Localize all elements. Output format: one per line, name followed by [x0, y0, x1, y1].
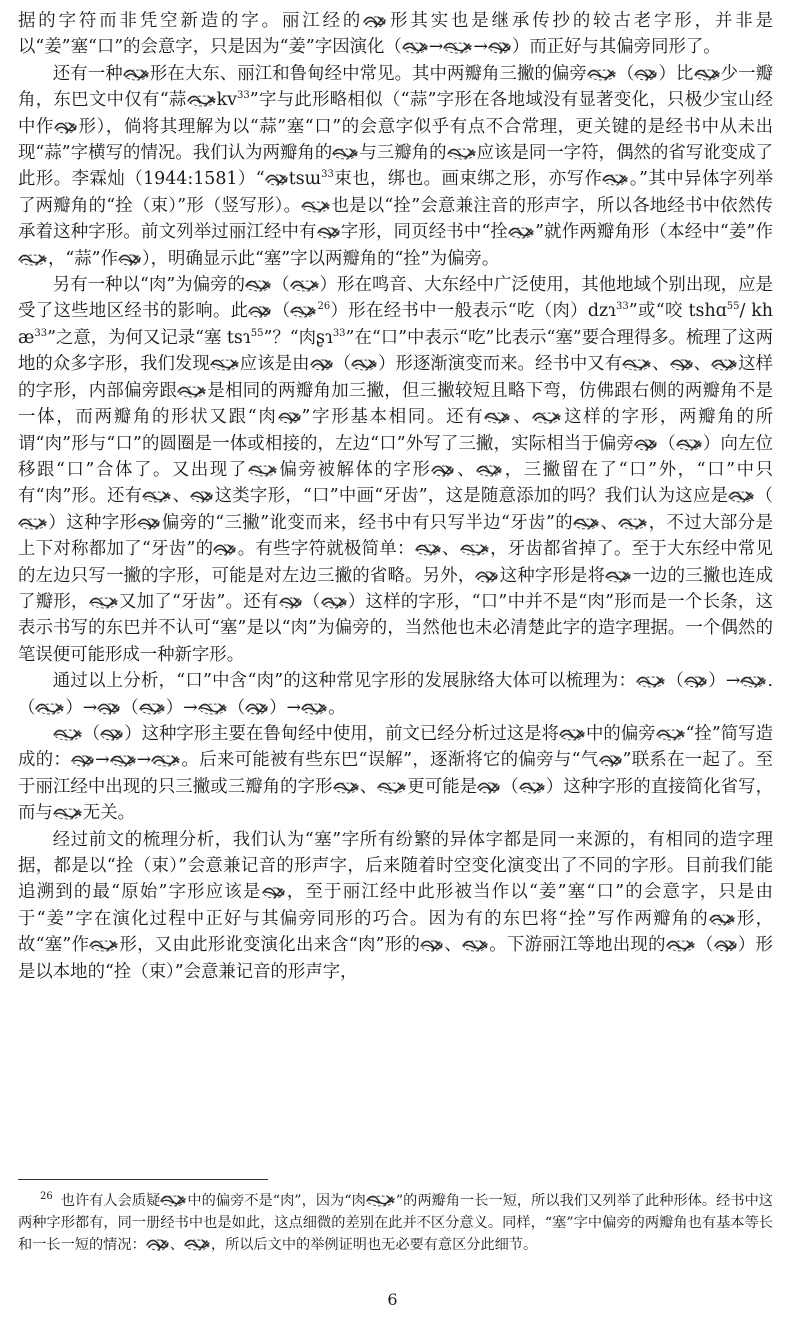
text-run: 中的偏旁不是“肉”，因为“肉 [187, 1193, 366, 1209]
dongba-glyph-icon [332, 146, 359, 161]
dongba-glyph-icon [366, 1193, 396, 1208]
text-run: ”或“咬 tshɑ [628, 301, 727, 322]
dongba-glyph-icon [245, 701, 269, 716]
dongba-glyph-icon [420, 938, 444, 953]
text-run: ”在“口”中表示“吃”比表示“塞”要合理得多。梳理了这两地的众多字形，我们发现 [18, 327, 773, 375]
text-run: ）形在经书中一般表示“吃（肉）dzɿ [330, 301, 617, 322]
dongba-glyph-icon [709, 912, 736, 927]
dongba-glyph-icon [475, 569, 499, 584]
text-run: 与三瓣角的 [359, 143, 447, 164]
text-run: 这样的字形，内部偏旁跟 [18, 354, 773, 401]
text-run: ）→ [269, 697, 302, 718]
text-run: ）形在鸣音、大东经中广泛使用，其他地域个别出现，应是受了这些地区经书的影响。此 [18, 275, 773, 322]
dongba-glyph-icon [137, 516, 161, 531]
paragraph-p4 [18, 668, 773, 721]
text-run: 还有一种 [52, 63, 123, 84]
dongba-glyph-icon [310, 357, 334, 372]
tone-superscript: 33 [616, 301, 629, 313]
text-run: 、 [652, 354, 670, 375]
dongba-glyph-icon [740, 674, 767, 689]
text-run: ），明确显示此“塞”字以两瓣角的“拴”为偏旁。 [141, 248, 500, 269]
dongba-glyph-icon [477, 780, 501, 795]
text-run: tsɯ [288, 169, 322, 190]
dongba-glyph-icon [573, 516, 600, 531]
text-run: （ [333, 354, 352, 375]
text-run: 一边的三撇也连成了瓣形， [18, 565, 773, 612]
text-run: 偏旁被解体的字形 [277, 459, 432, 480]
dongba-glyph-icon [559, 727, 586, 742]
text-run: （ [695, 935, 714, 956]
text-run: 形，故“塞”作 [18, 908, 773, 956]
dongba-glyph-icon [54, 120, 78, 135]
text-run: ，至于丽江经中此形被当作以“姜”塞“口”的会意字，只是由于“姜”字在演化过程中正好与其偏旁同形的巧合。因为有的东巴将“拴”写作两瓣角的 [18, 882, 773, 929]
dongba-glyph-icon [18, 252, 48, 267]
dongba-glyph-icon [139, 701, 166, 716]
text-run: 这种字形是将 [499, 565, 606, 586]
dongba-glyph-icon [460, 542, 490, 557]
text-run: ）→ [708, 671, 741, 692]
dongba-glyph-icon [587, 67, 617, 82]
dongba-glyph-icon [290, 278, 320, 293]
text-run: 也许有人会质疑 [60, 1193, 161, 1209]
text-run: 、 [172, 486, 191, 507]
text-run: ，所以后文中的举例证明也无必要有意区分此细节。 [210, 1237, 538, 1253]
text-run: 形其实也是继承传抄的较古老字形，并非是以“姜”塞“口”的会意字，只是因为“姜”字因演化（ [18, 11, 773, 58]
dongba-glyph-icon [187, 93, 217, 108]
text-run: ”就作两瓣角形（本经中“姜”作 [535, 222, 773, 243]
dongba-glyph-icon [301, 199, 331, 214]
text-run: 也是以“拴”会意兼注音的形声字，所以各地经书中依然传承着这种字形。前文列举过丽江经中有 [18, 195, 773, 243]
text-run: → [136, 750, 152, 771]
text-run: ）而正好与其偏旁同形了。 [511, 37, 721, 58]
text-run: 这样的字形，两瓣角的所谓“肉”形与“口”的圆圈是一体或相接的，左边“口”外写了三撇，实际相当于偏旁 [18, 407, 773, 454]
text-run: 、 [169, 1237, 184, 1253]
text-run: 。有些字符就极简单： [237, 539, 415, 560]
tone-superscript: 33 [332, 328, 346, 340]
document-page [18, 8, 773, 985]
text-run: ”？“肉ʂɿ [263, 327, 333, 348]
paragraph-p6 [18, 827, 773, 985]
footnote-divider [18, 1179, 268, 1180]
text-run: → [473, 37, 488, 58]
text-run: 又加了“牙齿”。还有 [118, 591, 279, 612]
dongba-glyph-icon [711, 357, 738, 372]
dongba-glyph-icon [177, 384, 207, 399]
text-run: kv [216, 90, 237, 111]
footnote [18, 1190, 773, 1256]
dongba-glyph-icon [198, 701, 228, 716]
dongba-glyph-icon [415, 542, 442, 557]
text-run: ，不过大部分是上下对称都加了“牙齿”的 [18, 512, 773, 560]
footnote-number: 26 [40, 1191, 53, 1203]
dongba-glyph-icon [213, 542, 237, 557]
dongba-glyph-icon [666, 938, 696, 953]
dongba-glyph-icon [484, 410, 511, 425]
text-run: 字形，同页经书中“拴 [340, 222, 509, 243]
dongba-glyph-icon [634, 437, 658, 452]
dongba-glyph-icon [488, 40, 512, 55]
text-run: “拴”简写造成的： [18, 723, 773, 771]
text-run: / khæ [18, 301, 773, 348]
dongba-glyph-icon [110, 753, 137, 768]
text-run: ）这样的字形，“口”中并不是“肉”形而是一个长条，这表示书写的东巴并不认可“塞”是以“肉”为偏旁的，当然他也未必清楚此字的造字理据。一个偶然的笔误便可能形成一种新字形。 [18, 591, 773, 665]
text-run: 。下游丽江等地出现的 [489, 935, 666, 956]
text-run: 少一瓣角，东巴文中仅有“蒜 [18, 63, 773, 111]
dongba-glyph-icon [151, 753, 181, 768]
text-run: 。”其中异体字列举了两瓣角的“拴（束）”形（竖写形）。 [18, 169, 773, 216]
text-run: （ [302, 591, 321, 612]
dongba-glyph-icon [443, 40, 473, 55]
text-run: （ [272, 301, 291, 322]
dongba-glyph-icon [714, 938, 738, 953]
text-run: ）形逐渐演变而来。经书中又有 [378, 354, 623, 375]
dongba-glyph-icon [462, 938, 489, 953]
dongba-glyph-icon [402, 40, 429, 55]
dongba-glyph-icon [728, 489, 755, 504]
text-run: ）→ [65, 697, 98, 718]
dongba-glyph-icon [656, 727, 686, 742]
text-run: （ [227, 697, 246, 718]
paragraph-p3 [18, 272, 773, 668]
dongba-glyph-icon [684, 674, 708, 689]
text-run: 这类字形，“口”中画“牙齿”，这是随意添加的吗？我们认为这应是 [214, 486, 729, 507]
dongba-glyph-icon [363, 14, 387, 29]
text-run: （ [658, 433, 676, 454]
text-run: （ [82, 723, 101, 744]
dongba-glyph-icon [262, 885, 286, 900]
text-run: 形，又由此形讹变演化出来含“肉”形的 [119, 935, 421, 956]
dongba-glyph-icon [317, 225, 341, 240]
dongba-glyph-icon [290, 304, 317, 319]
text-run: 、 [511, 407, 533, 428]
dongba-glyph-icon [321, 595, 348, 610]
dongba-glyph-icon [694, 67, 721, 82]
dongba-glyph-icon [634, 67, 658, 82]
dongba-glyph-icon [265, 172, 289, 187]
tone-superscript: 33 [321, 169, 334, 181]
text-run: ）形是以本地的“拴（束）”会意兼记音的形声字， [18, 935, 773, 982]
text-run: 偏旁的“三撇”讹变而来，经书中有只写半边“牙齿”的 [161, 512, 574, 533]
dongba-glyph-icon [35, 701, 65, 716]
tone-superscript: 33 [34, 328, 48, 340]
dongba-glyph-icon [248, 463, 278, 478]
text-run: 经过前文的梳理分析，我们认为“塞”字所有纷繁的异体字都是同一来源的，有相同的造字理据，都是以“拴（束）”会意兼记音的形声字，后来随着时空变化演变出了不同的字形。目前我们能追溯到的最“原始”字形应该是 [18, 829, 773, 903]
dongba-glyph-icon [519, 780, 546, 795]
text-run: ”字与此形略相似（“蒜”字形在各地域没有显著变化，只极少宝山经中作 [18, 90, 773, 137]
paragraph-p2 [18, 61, 773, 272]
text-run: （ [666, 671, 684, 692]
dongba-glyph-icon [476, 463, 503, 478]
dongba-glyph-icon [599, 753, 623, 768]
text-run: ）这种字形主要在鲁甸经中使用，前文已经分析过这是将 [124, 723, 560, 744]
text-run: 。后来可能被有些东巴“误解”，逐渐将它的偏旁与“气 [181, 750, 599, 771]
dongba-glyph-icon [447, 146, 477, 161]
text-run: 形在大东、丽江和鲁甸经中常见。其中两瓣角三撇的偏旁 [149, 63, 587, 84]
text-run: 中的偏旁 [586, 723, 656, 744]
text-run: ”的两瓣角一长一短，所以我们又列举了此种形体。经书中这两种字形都有，同一册经书中也是如此，这点细微的差别在此并不区分意义。同样，“塞”字中偏旁的两瓣角也有基本等长和一长一短的情况： [18, 1193, 773, 1253]
text-run: 更可能是 [407, 776, 478, 797]
dongba-glyph-icon [279, 595, 303, 610]
dongba-glyph-icon [351, 357, 378, 372]
text-run: 无关。 [82, 803, 135, 824]
text-run: ）这种字形 [48, 512, 138, 533]
text-run: 束也，绑也。画束绑之形，亦写作 [333, 169, 603, 190]
dongba-glyph-icon [89, 595, 119, 610]
text-run: ”之意，为何又记录“塞 tsɿ [47, 327, 251, 348]
dongba-glyph-icon [508, 225, 535, 240]
text-run: ”字形基本相同。还有 [301, 407, 485, 428]
text-run: ）这种字形的直接简化省写，而与 [18, 776, 773, 824]
text-run: 、 [359, 776, 378, 797]
text-run: 、 [441, 539, 460, 560]
dongba-glyph-icon [146, 1237, 170, 1252]
dongba-glyph-icon [248, 304, 272, 319]
paragraph-p1 [18, 8, 773, 61]
dongba-glyph-icon [190, 489, 214, 504]
text-run: 另有一种以“肉”为偏旁的 [52, 275, 246, 296]
dongba-glyph-icon [71, 753, 95, 768]
text-run: ，牙齿都省掉了。至于大东经中常见的左边只写一撇的字形，可能是对左边三撇的省略。另外， [18, 539, 773, 586]
dongba-glyph-icon [245, 278, 272, 293]
text-run: 通过以上分析，“口”中含“肉”的这种常见字形的发展脉络大体可以梳理为： [52, 671, 637, 692]
dongba-glyph-icon [123, 67, 150, 82]
text-run: 是相同的两瓣角加三撇，但三撇较短且略下弯，仿佛跟右侧的两瓣角不是一体，而两瓣角的形状又跟“肉 [18, 380, 773, 428]
text-run: 形），倘将其理解为以“蒜”塞“口”的会意字似乎有点不合常理，更关键的是经书中从未出现“蒜”字横写的情况。我们认为两瓣角的 [18, 116, 773, 164]
text-run: ，三撇留在了“口”外，“口”中只有“肉”形。还有 [18, 459, 773, 507]
text-run: 据的字符而非凭空新造的字。丽江经的 [18, 11, 364, 31]
text-run: 、 [444, 935, 463, 956]
text-run: ）比 [658, 63, 694, 84]
dongba-glyph-icon [53, 727, 83, 742]
dongba-glyph-icon [142, 489, 172, 504]
tone-superscript: 33 [237, 90, 250, 102]
dongba-glyph-icon [100, 727, 124, 742]
tone-superscript: 55 [726, 301, 740, 313]
dongba-glyph-icon [118, 252, 142, 267]
dongba-glyph-icon [97, 701, 121, 716]
text-run: 、 [455, 459, 477, 480]
dongba-glyph-icon [622, 357, 652, 372]
text-run: （ [501, 776, 519, 797]
dongba-glyph-icon [676, 437, 703, 452]
dongba-glyph-icon [618, 516, 648, 531]
text-run: （ [616, 63, 635, 84]
dongba-glyph-icon [333, 780, 360, 795]
text-run: .（ [18, 671, 773, 718]
dongba-glyph-icon [184, 1237, 211, 1252]
text-run: 应该是由 [239, 354, 310, 375]
text-run: （ [755, 486, 773, 507]
text-run: 、 [600, 512, 619, 533]
text-run: （ [272, 275, 290, 296]
text-run: ）向左位移跟“口”合体了。又出现了 [18, 433, 773, 480]
text-run: （ [121, 697, 139, 718]
text-run: ）→ [165, 697, 198, 718]
dongba-glyph-icon [602, 172, 629, 187]
text-run: → [95, 750, 110, 771]
dongba-glyph-icon [670, 357, 694, 372]
dongba-glyph-icon [278, 410, 302, 425]
dongba-glyph-icon [605, 569, 632, 584]
dongba-glyph-icon [301, 701, 328, 716]
dongba-glyph-icon [431, 463, 455, 478]
dongba-glyph-icon [532, 410, 562, 425]
text-run: 应该是同一字符，偶然的省写讹变成了此形。李霖灿（1944:1581）“ [18, 143, 773, 190]
text-run: 。 [328, 697, 346, 718]
dongba-glyph-icon [210, 357, 240, 372]
text-run: 、 [693, 354, 712, 375]
dongba-glyph-icon [89, 938, 119, 953]
dongba-glyph-icon [636, 674, 666, 689]
text-run: ”联系在一起了。至于丽江经中出现的只三撇或三瓣角的字形 [18, 750, 773, 797]
text-run: ，“蒜”作 [48, 248, 118, 269]
tone-superscript: 55 [250, 328, 264, 340]
text-run: → [428, 37, 444, 58]
page-number: 6 [387, 1290, 398, 1309]
dongba-glyph-icon [160, 1193, 187, 1208]
dongba-glyph-icon [53, 806, 83, 821]
paragraph-p5 [18, 721, 773, 827]
dongba-glyph-icon [18, 516, 48, 531]
tone-superscript: 26 [317, 301, 331, 313]
dongba-glyph-icon [377, 780, 407, 795]
